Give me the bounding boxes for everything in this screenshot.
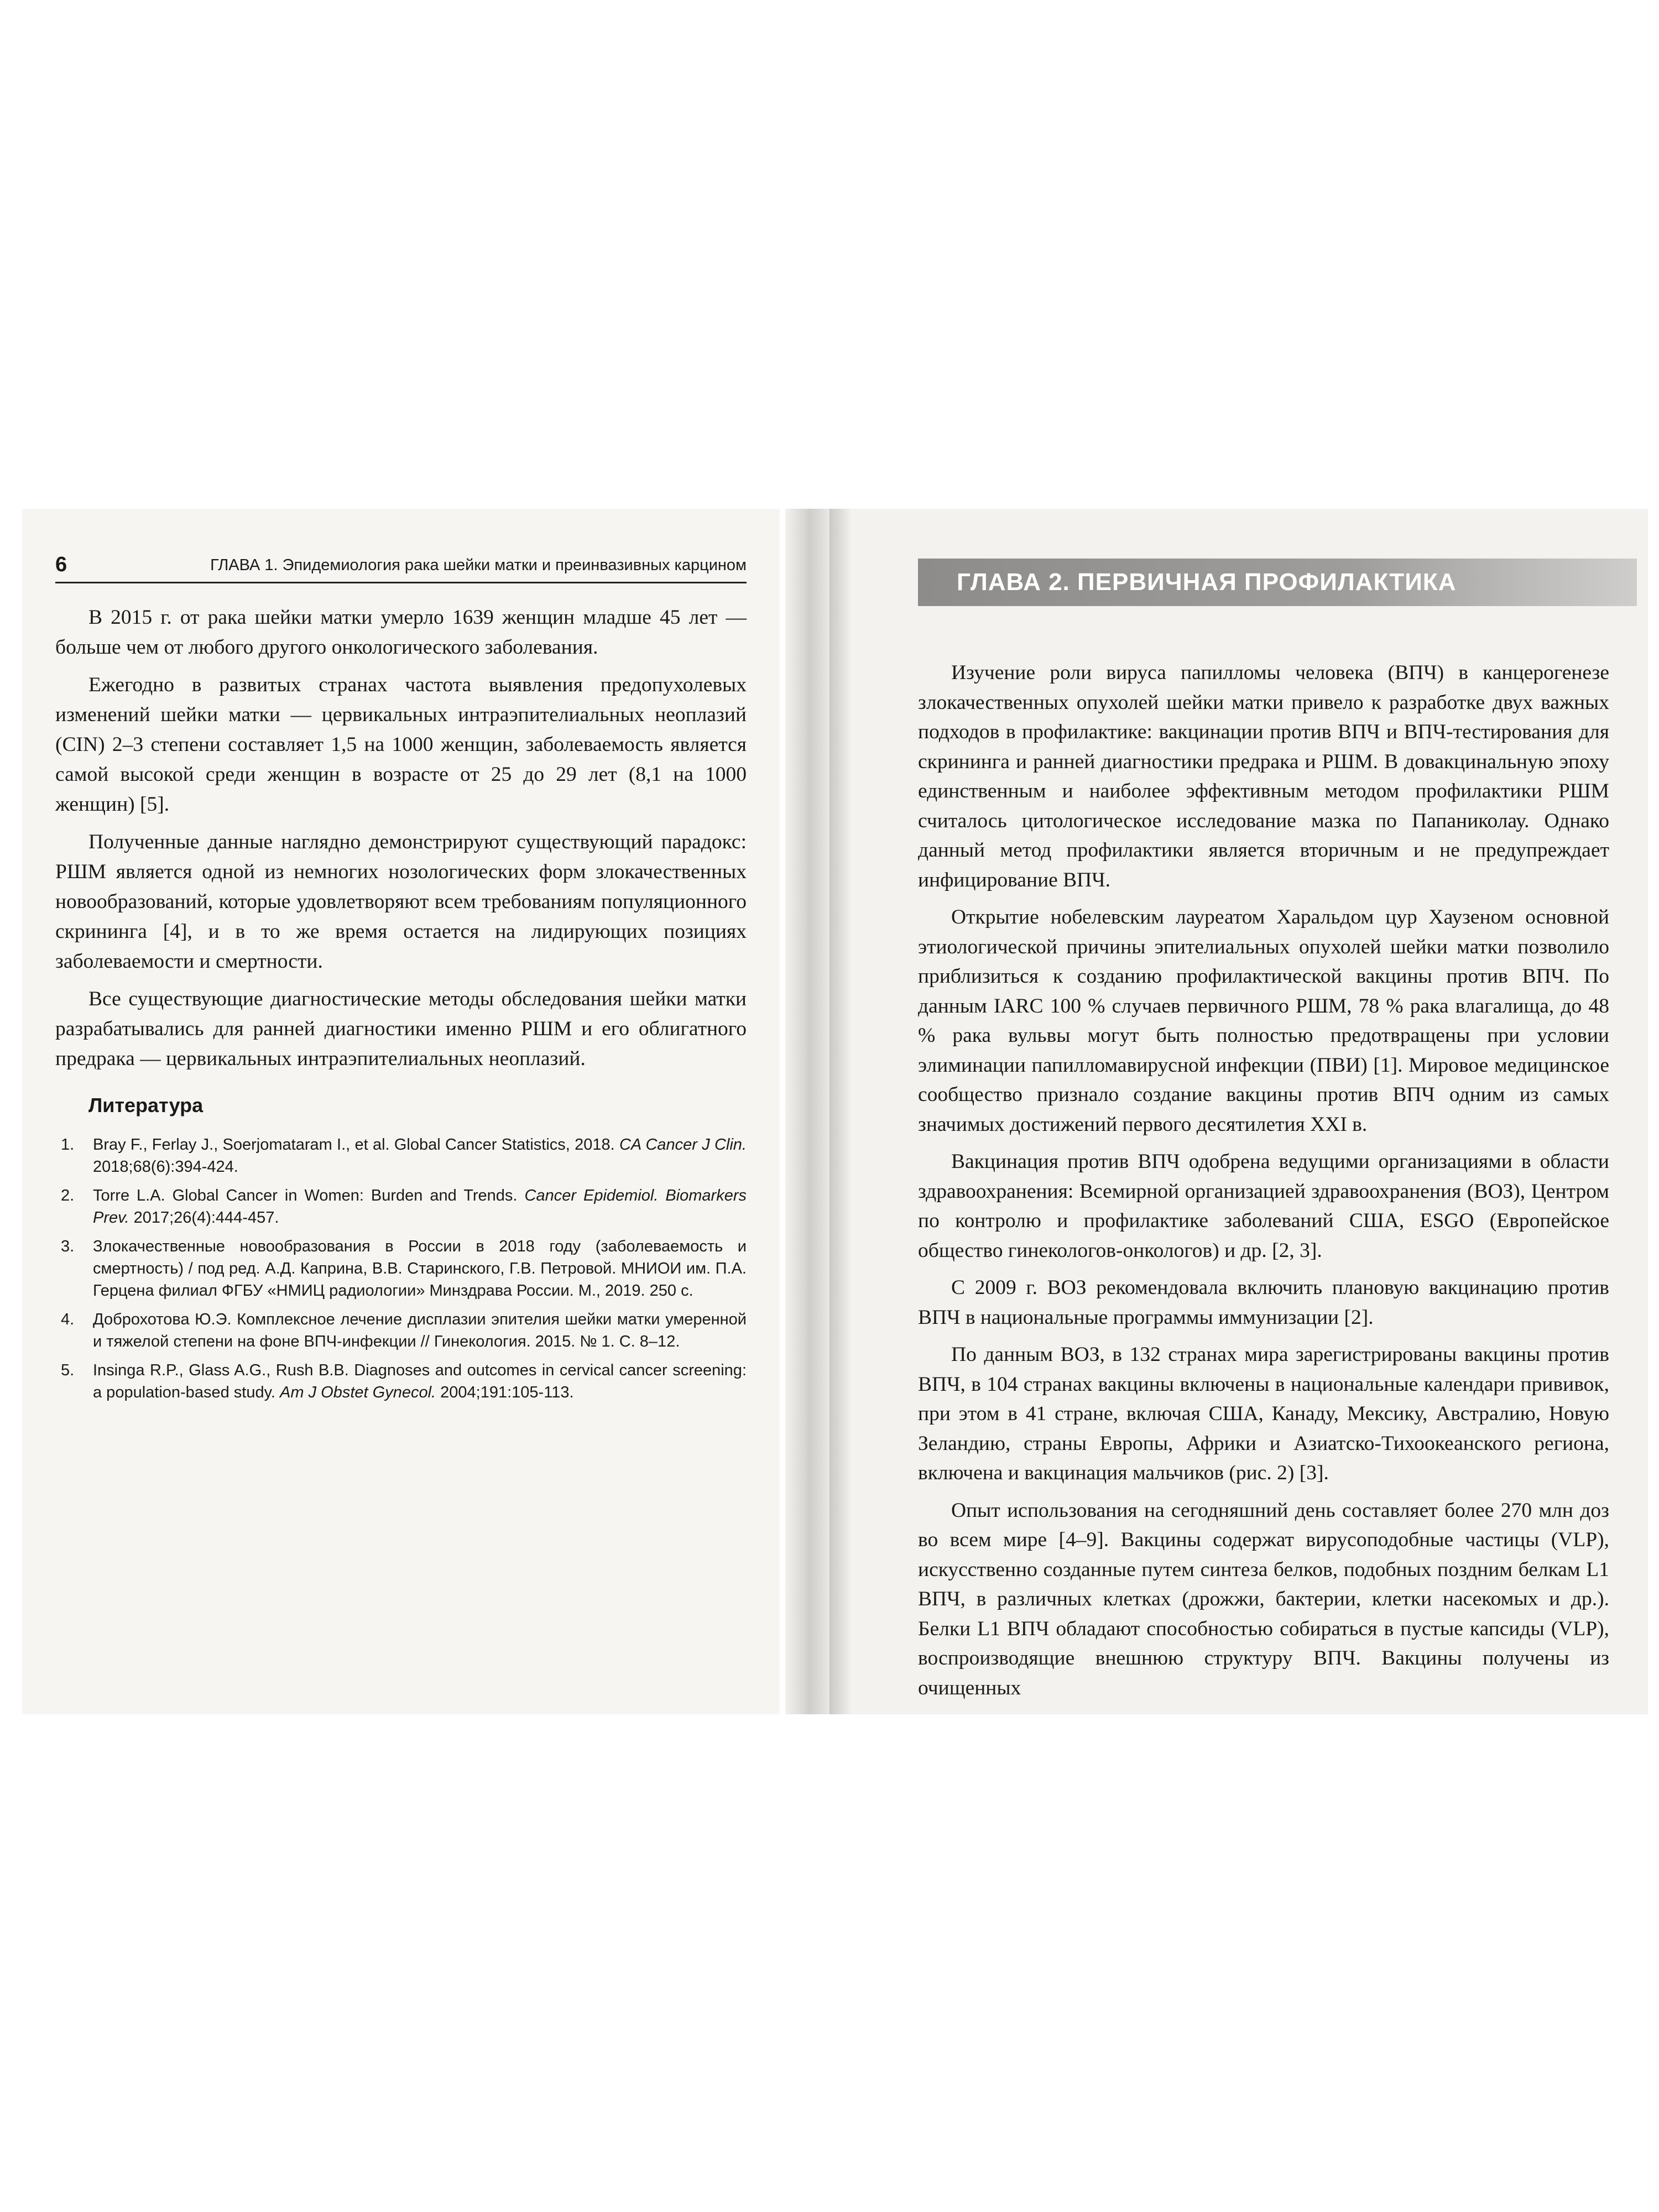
paragraph: Изучение роли вируса папилломы человека (ВПЧ) в канцерогенезе злокачественных опухолей шейки матки привело к разработке двух важных подходов в профилактике: вакцинации против ВПЧ и ВПЧ-тестирования для скрининга и ранней диагностики предрака и РШМ. В довакцинальную эпоху единственным и наиболее эффективным методом профилактики РШМ считалось цитологическое исследование мазка по Папаниколау. Однако данный метод профилактики является вторичным и не предупреждает инфицирование ВПЧ. — [918, 661, 1609, 891]
paragraph: Открытие нобелевским лауреатом Харальдом цур Хаузеном основной этиологической причины эпителиальных опухолей шейки матки позволило приблизиться к созданию профилактической вакцины против ВПЧ. По данным IARC 100 % случаев первичного РШМ, 78 % рака влагалища, до 48 % рака вульвы могут быть полностью предотвращены при условии элиминации папилломавирусной инфекции (ПВИ) [1]. Мировое медицинское сообщество признало создание вакцины против ВПЧ одним из самых значимых достижений первого десятилетия XXI в. — [918, 906, 1609, 1136]
reference-number: 3. — [61, 1238, 75, 1255]
reference-tail: 2018;68(6):394-424. — [93, 1158, 238, 1176]
reference-tail: 2004;191:105-113. — [440, 1384, 574, 1401]
chapter-title: ГЛАВА 2. ПЕРВИЧНАЯ ПРОФИЛАКТИКА — [957, 568, 1457, 596]
paragraph: Ежегодно в развитых странах частота выявления предопухолевых изменений шейки матки — цервикальных интраэпителиальных неоплазий (CIN) 2–3 степени составляет 1,5 на 1000 женщин, заболеваемость является самой высокой среди женщин в возрасте от 25 до 29 лет (8,1 на 1000 женщин) [5]. — [55, 674, 747, 816]
reference-number: 5. — [61, 1361, 75, 1379]
reference-number: 2. — [61, 1187, 75, 1204]
reference-item — [61, 1235, 747, 1302]
book-gutter — [785, 509, 830, 1714]
reference-item — [61, 1359, 747, 1404]
paragraph: По данным ВОЗ, в 132 странах мира зарегистрированы вакцины против ВПЧ, в 104 странах вакцины включены в национальные календари прививок, при этом в 41 стране, включая США, Канаду, Мексику, Австралию, Новую Зеландию, страны Европы, Африки и Азиатско-Тихоокеанского региона, включена и вакцинация мальчиков (рис. 2) [3]. — [918, 1343, 1609, 1484]
reference-journal: Cancer Epidemiol. Biomarkers Prev. — [93, 1187, 747, 1227]
reference-text: Доброхотова Ю.Э. Комплексное лечение дисплазии эпителия шейки матки умеренной и тяжелой степени на фоне ВПЧ-инфекции // Гинекология. 2015. № 1. С. 8–12. — [93, 1311, 747, 1350]
gutter-shadow — [830, 509, 852, 1714]
reference-list — [61, 1134, 747, 1410]
paragraph: С 2009 г. ВОЗ рекомендовала включить плановую вакцинацию против ВПЧ в национальные программы иммунизации [2]. — [918, 1276, 1609, 1329]
reference-number: 1. — [61, 1136, 75, 1154]
paragraph: В 2015 г. от рака шейки матки умерло 1639 женщин младше 45 лет — больше чем от любого другого онкологического заболевания. — [55, 606, 747, 659]
paragraph: Вакцинация против ВПЧ одобрена ведущими организациями в области здравоохранения: Всемирной организацией здравоохранения (ВОЗ), Центром по контролю и профилактике заболеваний США, ESGO (Европейское общество гинекологов-онкологов) и др. [2, 3]. — [918, 1150, 1609, 1262]
chapter-banner — [918, 559, 1637, 606]
right-body-text — [918, 658, 1609, 1710]
page-number: 6 — [55, 553, 67, 576]
reference-item — [61, 1185, 747, 1229]
reference-text: Insinga R.P., Glass A.G., Rush B.B. Diagnoses and outcomes in cervical cancer screening: a population-based study. — [93, 1361, 747, 1401]
reference-journal: CA Cancer J Clin. — [619, 1136, 747, 1154]
literature-heading: Литература — [88, 1094, 204, 1117]
reference-journal: Am J Obstet Gynecol. — [280, 1384, 436, 1401]
reference-tail: 2017;26(4):444-457. — [133, 1209, 279, 1227]
reference-text: Bray F., Ferlay J., Soerjomataram I., et al. Global Cancer Statistics, 2018. — [93, 1136, 615, 1154]
reference-text: Torre L.A. Global Cancer in Women: Burden and Trends. — [93, 1187, 518, 1204]
paragraph: Все существующие диагностические методы обследования шейки матки разрабатывались для ранней диагностики именно РШМ и его облигатного предрака — цервикальных интраэпителиальных неоплазий. — [55, 988, 747, 1070]
paragraph: Опыт использования на сегодняшний день составляет более 270 млн доз во всем мире [4–9]. Вакцины содержат вирусоподобные частицы (VLP), искусственно созданные путем синтеза белков, подобных поздним белкам L1 ВПЧ, в различных клетках (дрожжи, бактерии, клетки насекомых и др.). Белки L1 ВПЧ обладают способностью собираться в пустые капсиды (VLP), воспроизводящие внешнюю структуру ВПЧ. Вакцины получены из очищенных — [918, 1499, 1609, 1699]
reference-text: Злокачественные новообразования в России в 2018 году (заболеваемость и смертность) / под ред. А.Д. Каприна, В.В. Старинского, Г.В. Петровой. МНИОИ им. П.А. Герцена филиал ФГБУ «НМИЦ радиологии» Минздрава России. М., 2019. 250 с. — [93, 1238, 747, 1300]
reference-item — [61, 1134, 747, 1178]
left-body-text — [55, 603, 747, 1082]
paragraph: Полученные данные наглядно демонстрируют существующий парадокс: РШМ является одной из немногих нозологических форм злокачественных новообразований, которые удовлетворяют всем требованиям популяционного скрининга [4], и в то же время остается на лидирующих позициях заболеваемости и смертности. — [55, 831, 747, 973]
running-head — [55, 553, 747, 583]
reference-item — [61, 1308, 747, 1353]
running-title: ГЛАВА 1. Эпидемиология рака шейки матки и преинвазивных карцином — [210, 556, 747, 574]
reference-number: 4. — [61, 1311, 75, 1328]
